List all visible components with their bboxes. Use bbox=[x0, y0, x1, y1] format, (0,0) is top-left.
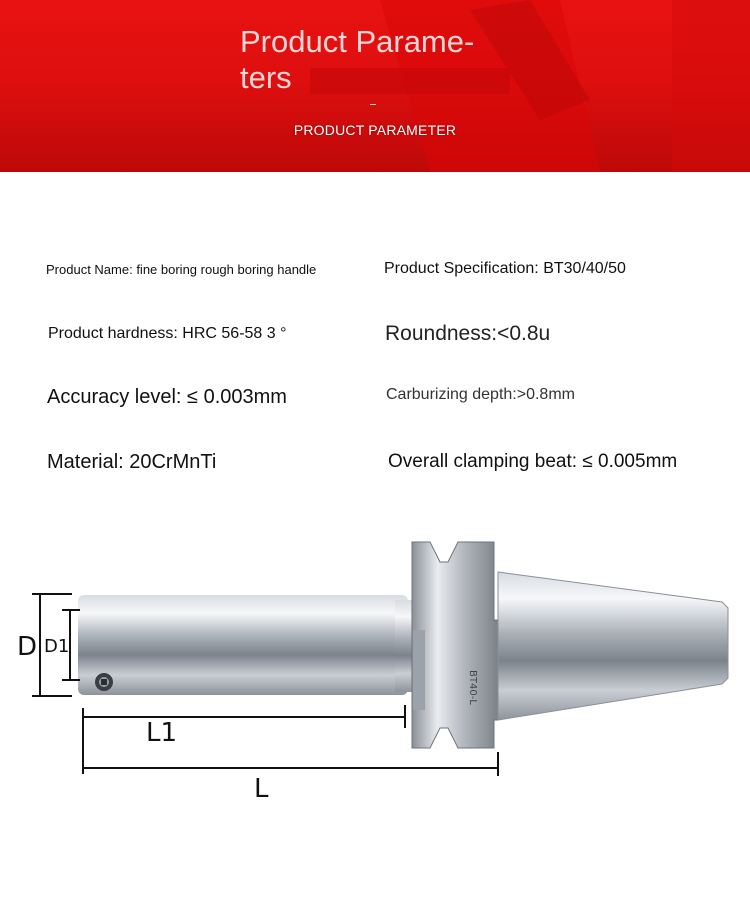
param-clamping-beat: Overall clamping beat: ≤ 0.005mm bbox=[388, 451, 678, 472]
flange-engraving: BT40-L bbox=[467, 670, 478, 705]
tool-shank bbox=[78, 595, 413, 695]
param-material: Material: 20CrMnTi bbox=[47, 451, 217, 473]
param-product-specification: Product Specification: BT30/40/50 bbox=[384, 260, 626, 277]
banner-title-line-2: ters bbox=[240, 60, 292, 95]
dimension-label-d1: D1 bbox=[44, 636, 70, 657]
banner-dash bbox=[370, 104, 376, 105]
banner-subtitle: PRODUCT PARAMETER bbox=[293, 122, 457, 138]
tool-taper bbox=[498, 572, 728, 720]
param-roundness: Roundness:<0.8u bbox=[385, 322, 551, 345]
param-product-hardness: Product hardness: HRC 56-58 3 ° bbox=[48, 325, 287, 342]
param-product-name: Product Name: fine boring rough boring handle bbox=[46, 262, 317, 277]
banner-title bbox=[240, 24, 510, 96]
dimension-label-l1: L1 bbox=[146, 718, 178, 748]
param-carburizing-depth: Carburizing depth:>0.8mm bbox=[386, 386, 575, 403]
banner-title-line-1: Product Parame- bbox=[240, 24, 475, 59]
param-accuracy-level: Accuracy level: ≤ 0.003mm bbox=[47, 386, 287, 408]
set-screw-icon bbox=[95, 673, 113, 691]
header-banner bbox=[0, 0, 750, 172]
tool-flange bbox=[412, 542, 498, 748]
dimension-label-d: D bbox=[17, 632, 38, 662]
tool-holder-diagram bbox=[0, 520, 750, 820]
dimension-label-l: L bbox=[254, 774, 269, 804]
